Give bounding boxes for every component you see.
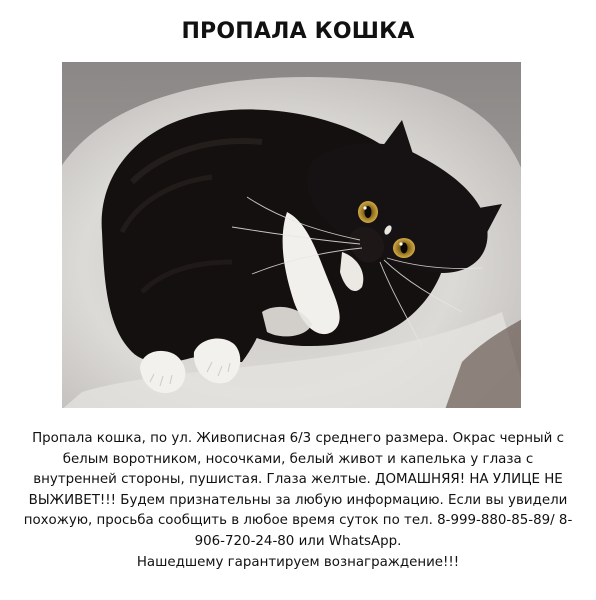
flyer-title: ПРОПАЛА КОШКА — [181, 18, 415, 44]
reward-notice: Нашедшему гарантируем вознаграждение!!! — [136, 555, 460, 570]
cat-photo-illustration — [62, 62, 521, 408]
cat-description: Пропала кошка, по ул. Живописная 6/3 среднего размера. Окрас черный с белым воротником, носочками, белый живот и капелька у глаза с внутренней стороны, пушистая. Глаза желтые. ДОМАШНЯЯ! НА УЛИЦЕ НЕ ВЫЖИВЕТ!!! Будем признательны за любую информацию. Если вы увидели похожую, просьба сообщить в любое время суток по тел. 8-999-880-85-89/ 8-906-720-24-80 или WhatsApp. — [23, 431, 573, 549]
cat-photo — [62, 62, 521, 408]
